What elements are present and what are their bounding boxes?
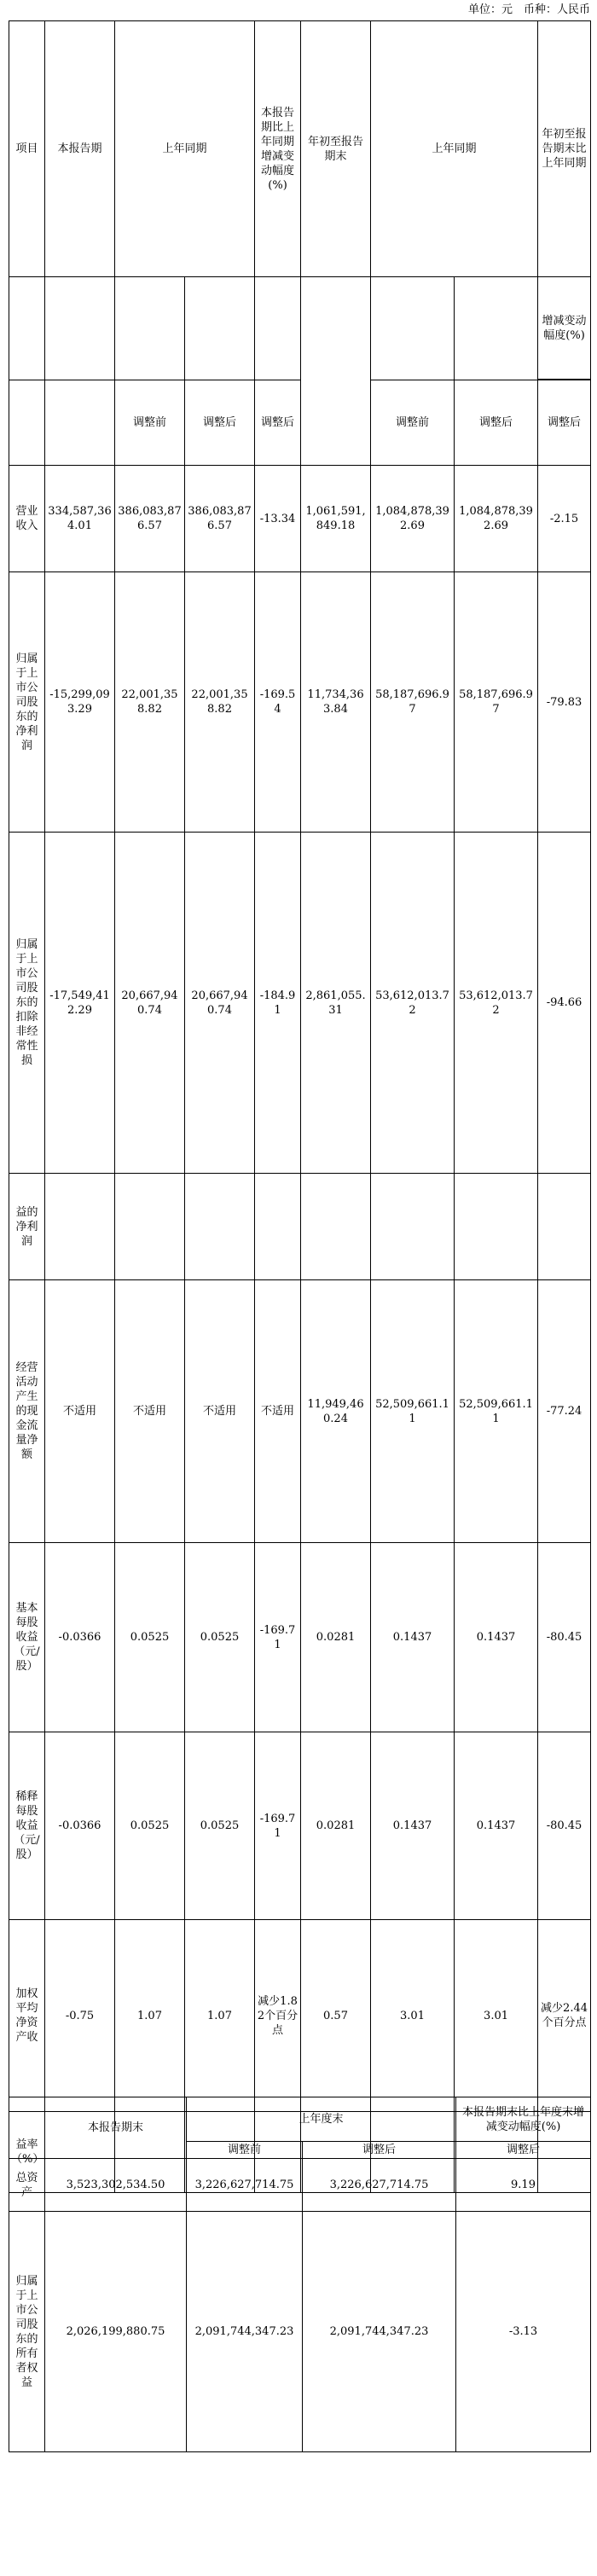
header-after-adj: 调整后 [456, 2142, 591, 2159]
cell-ytd-prior-before: 1,084,878,392.69 [371, 466, 455, 572]
cell-change: -3.13 [456, 2212, 591, 2452]
cell-ytd-change: -94.66 [538, 833, 591, 1174]
cell-ytd-prior-before: 52,509,661.11 [371, 1280, 455, 1543]
key-financial-data-table [9, 20, 591, 2193]
cell-prior-after: 1.07 [185, 1920, 255, 2112]
cell-current: 不适用 [45, 1280, 115, 1543]
header-period-end: 本报告期末 [45, 2097, 187, 2159]
cell-ytd-prior-after: 3.01 [455, 1920, 538, 2112]
header-ytd: 年初至报告期末 [301, 21, 371, 277]
row-item: 营业收入 [9, 466, 45, 572]
header-spacer [9, 380, 45, 466]
cell-ytd-prior-after: 58,187,696.97 [455, 572, 538, 833]
header-before-adj: 调整前 [187, 2142, 303, 2159]
table-row [9, 1174, 591, 1280]
header-current-period: 本报告期 [45, 21, 115, 277]
cell-ytd-change [538, 1174, 591, 1280]
row-item: 归属于上市公司股东的净利润 [9, 572, 45, 833]
cell-prior-after: 386,083,876.57 [185, 466, 255, 572]
header-balance-change: 本报告期末比上年度末增减变动幅度(%) [456, 2097, 591, 2142]
cell-ytd-change: -2.15 [538, 466, 591, 572]
cell-ytd-prior-before: 3.01 [371, 1920, 455, 2112]
row-item: 加权平均净资产收 [9, 1920, 45, 2112]
cell-ytd: 0.57 [301, 1920, 371, 2112]
cell-ytd-change: -79.83 [538, 572, 591, 833]
row-item: 总资产 [9, 2159, 45, 2212]
row-item: 经营活动产生的现金流量净额 [9, 1280, 45, 1543]
cell-ytd-prior-before [371, 1174, 455, 1280]
header-item: 项目 [9, 21, 45, 277]
header-before-adj: 调整前 [371, 380, 455, 466]
cell-prior-before: 0.0525 [115, 1543, 185, 1732]
cell-period-end: 2,026,199,880.75 [45, 2212, 187, 2452]
header-spacer [115, 277, 185, 380]
cell-current: -15,299,093.29 [45, 572, 115, 833]
cell-ytd: 11,949,460.24 [301, 1280, 371, 1543]
cell-ytd-change: -80.45 [538, 1543, 591, 1732]
row-item: 归属于上市公司股东的所有者权益 [9, 2212, 45, 2452]
cell-prior-before: 不适用 [115, 1280, 185, 1543]
header-after-adj: 调整后 [455, 380, 538, 466]
cell-prior-before: 1.07 [115, 1920, 185, 2112]
cell-current [45, 1174, 115, 1280]
cell-change: 减少1.82个百分点 [255, 1920, 301, 2112]
header-row-2 [9, 277, 591, 380]
header-spacer [371, 277, 455, 380]
cell-change: 9.19 [456, 2159, 591, 2212]
cell-ytd: 0.0281 [301, 1543, 371, 1732]
table-row [9, 2212, 591, 2452]
cell-ytd-change: -77.24 [538, 1280, 591, 1543]
cell-ytd-prior-before: 0.1437 [371, 1543, 455, 1732]
header-after-adj: 调整后 [303, 2142, 456, 2159]
row-item: 益率（%） [9, 2112, 45, 2193]
cell-prior-before: 22,001,358.82 [115, 572, 185, 833]
header-spacer [45, 277, 115, 380]
cell-prior-after: 0.0525 [185, 1732, 255, 1920]
cell-prior-after [185, 1174, 255, 1280]
cell-ytd-prior-after: 52,509,661.11 [455, 1280, 538, 1543]
cell-ytd-prior-before: 53,612,013.72 [371, 833, 455, 1174]
table-row [9, 1732, 591, 1920]
cell-ytd-prior-after: 1,084,878,392.69 [455, 466, 538, 572]
header-last-year-end: 上年度末 [187, 2097, 456, 2142]
header-before-adj: 调整前 [115, 380, 185, 466]
cell-prior-after: 20,667,940.74 [185, 833, 255, 1174]
cell-prior-before: 0.0525 [115, 1732, 185, 1920]
cell-ytd-prior-after [455, 1174, 538, 1280]
header-after-adj: 调整后 [538, 380, 591, 466]
cell-ytd-change: -80.45 [538, 1732, 591, 1920]
cell-ytd-prior-after: 53,612,013.72 [455, 833, 538, 1174]
balance-sheet-table [9, 2097, 591, 2452]
cell-ytd: 11,734,363.84 [301, 572, 371, 833]
cell-prior-before [115, 1174, 185, 1280]
cell-change: 不适用 [255, 1280, 301, 1543]
header-row-1 [9, 21, 591, 277]
row-item: 归属于上市公司股东的扣除非经常性损 [9, 833, 45, 1174]
unit-line: 单位：元 币种：人民币 [467, 3, 590, 16]
header-spacer [185, 277, 255, 380]
header-spacer [255, 277, 301, 380]
header-ytd-last-year: 上年同期 [371, 21, 538, 277]
cell-current: 334,587,364.01 [45, 466, 115, 572]
row-item: 稀释每股收益（元/股） [9, 1732, 45, 1920]
table-row [9, 1920, 591, 2112]
header-spacer [455, 277, 538, 380]
header-period-change: 本报告期比上年同期增减变动幅度(%) [255, 21, 301, 277]
cell-after: 2,091,744,347.23 [303, 2212, 456, 2452]
row-item: 基本每股收益（元/股） [9, 1543, 45, 1732]
cell-current: -0.75 [45, 1920, 115, 2112]
header-spacer [9, 277, 45, 380]
header-spacer [301, 277, 371, 466]
cell-change: -169.71 [255, 1543, 301, 1732]
cell-change: -169.54 [255, 572, 301, 833]
cell-ytd: 0.0281 [301, 1732, 371, 1920]
cell-change [255, 1174, 301, 1280]
table-row [9, 2159, 591, 2212]
cell-ytd-prior-after: 0.1437 [455, 1732, 538, 1920]
cell-period-end: 3,523,302,534.50 [45, 2159, 187, 2212]
cell-before: 3,226,627,714.75 [187, 2159, 303, 2212]
cell-current: -0.0366 [45, 1732, 115, 1920]
cell-prior-after: 22,001,358.82 [185, 572, 255, 833]
cell-change: -184.91 [255, 833, 301, 1174]
cell-after: 3,226,627,714.75 [303, 2159, 456, 2212]
header-spacer [9, 2097, 45, 2159]
cell-change: -13.34 [255, 466, 301, 572]
table-row [9, 1280, 591, 1543]
header-spacer [45, 380, 115, 466]
cell-ytd: 1,061,591,849.18 [301, 466, 371, 572]
cell-ytd [301, 1174, 371, 1280]
table-row [9, 833, 591, 1174]
cell-prior-before: 386,083,876.57 [115, 466, 185, 572]
header-ytd-change: 年初至报告期末比上年同期 [538, 21, 591, 277]
header-after-adj: 调整后 [185, 380, 255, 466]
cell-before: 2,091,744,347.23 [187, 2212, 303, 2452]
header-ytd-change-cont: 增减变动幅度(%) [538, 277, 591, 380]
header-row-3 [9, 380, 591, 466]
cell-ytd-prior-before: 58,187,696.97 [371, 572, 455, 833]
row-item: 益的净利润 [9, 1174, 45, 1280]
header-same-period-last-year: 上年同期 [115, 21, 255, 277]
cell-current: -0.0366 [45, 1543, 115, 1732]
table-row [9, 1543, 591, 1732]
cell-current: -17,549,412.29 [45, 833, 115, 1174]
cell-change: -169.71 [255, 1732, 301, 1920]
table-row [9, 572, 591, 833]
cell-prior-after: 0.0525 [185, 1543, 255, 1732]
table-row [9, 466, 591, 572]
cell-prior-before: 20,667,940.74 [115, 833, 185, 1174]
cell-ytd-change: 减少2.44个百分点 [538, 1920, 591, 2112]
header-after-adj: 调整后 [255, 380, 301, 466]
cell-prior-after: 不适用 [185, 1280, 255, 1543]
cell-ytd-prior-before: 0.1437 [371, 1732, 455, 1920]
cell-ytd-prior-after: 0.1437 [455, 1543, 538, 1732]
balance-header-row-1 [9, 2097, 591, 2142]
cell-ytd: 2,861,055.31 [301, 833, 371, 1174]
